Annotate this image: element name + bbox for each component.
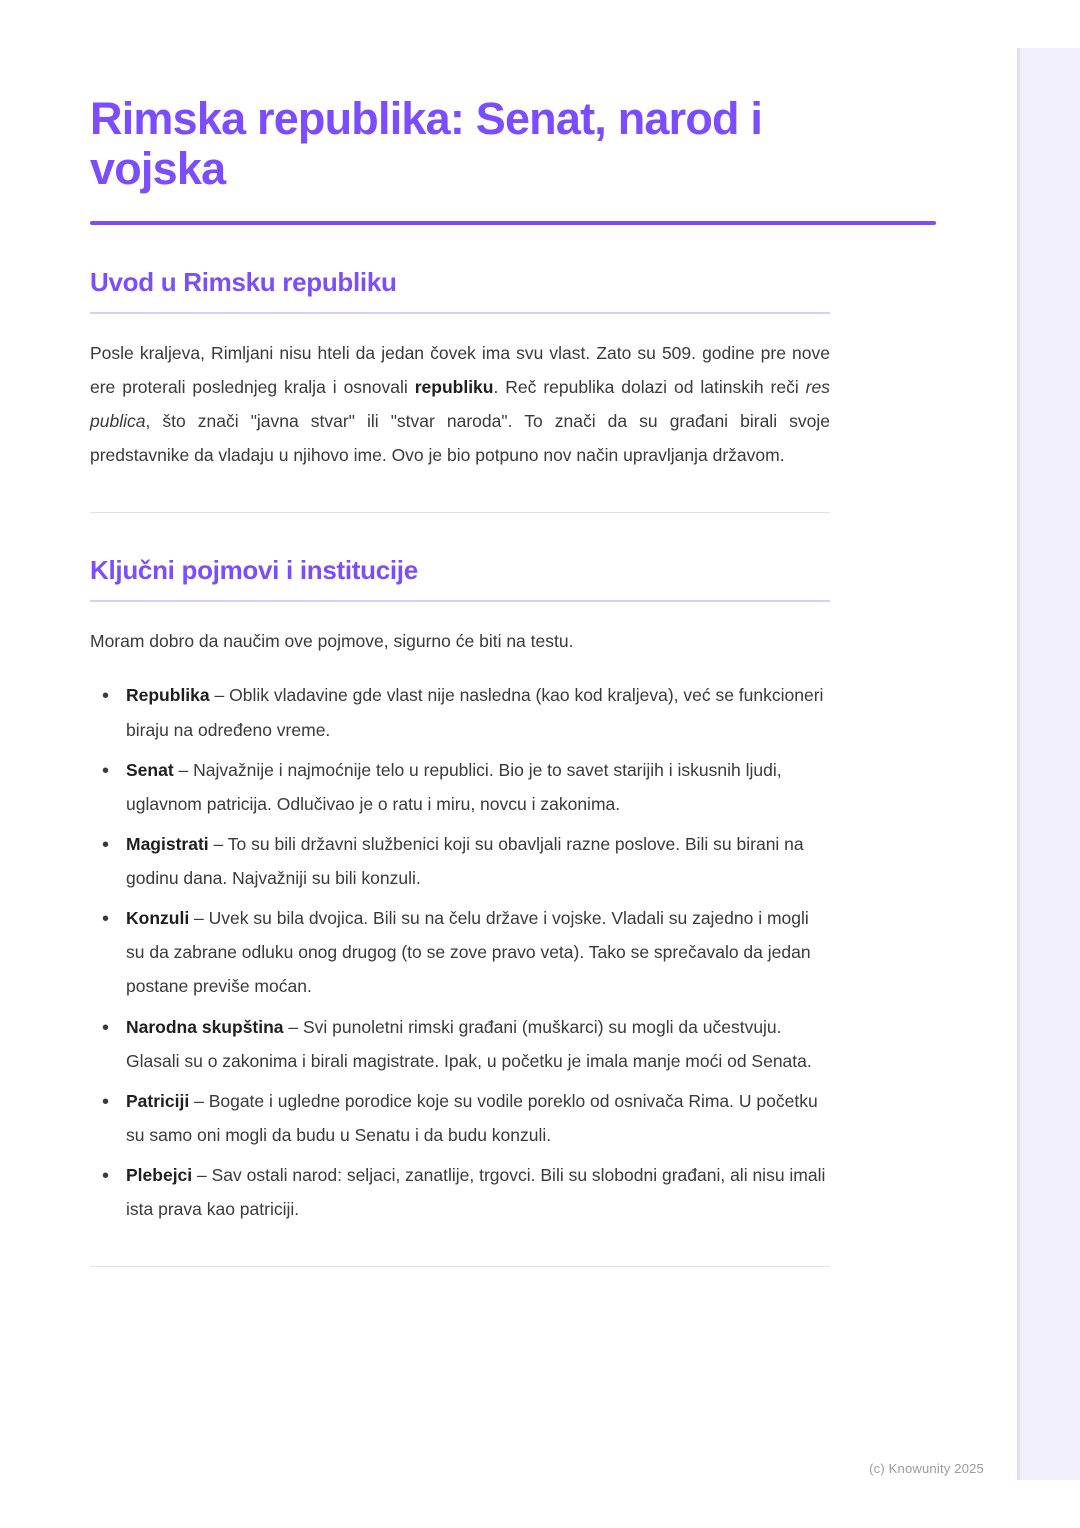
- term-definition: – Svi punoletni rimski građani (muškarci) su mogli da učestvuju. Glasali su o zakonima i birali magistrate. Ipak, u početku je imala manje moći od Senata.: [126, 1016, 812, 1071]
- term-label: Patriciji: [126, 1090, 190, 1111]
- section-divider-terms: [90, 600, 830, 602]
- intro-italic-res-publica: res publica: [90, 376, 830, 432]
- term-definition: – To su bili državni službenici koji su obavljali razne poslove. Bili su birani na godinu dana. Najvažniji su bili konzuli.: [126, 833, 804, 889]
- content-divider-2: [90, 1266, 830, 1267]
- list-item: [90, 1084, 830, 1152]
- list-item: [90, 1158, 830, 1226]
- intro-bold-republika: republiku: [414, 376, 494, 397]
- terms-list: [90, 678, 830, 1226]
- section-heading-intro: Uvod u Rimsku republiku: [90, 266, 397, 297]
- term-label: Plebejci: [126, 1165, 193, 1186]
- terms-intro-paragraph: Moram dobro da naučim ove pojmove, sigurno će biti na testu.: [90, 631, 574, 652]
- section-heading-terms: Ključni pojmovi i institucije: [90, 555, 418, 586]
- intro-text-part-2: . Reč republika dolazi od latinskih reči: [493, 376, 806, 397]
- term-definition: – Bogate i ugledne porodice koje su vodile poreklo od osnivača Rima. U početku su samo oni mogli da budu u Senatu i da budu konzuli.: [126, 1090, 818, 1145]
- intro-text-part-1: Posle kraljeva, Rimljani nisu hteli da jedan čovek ima svu vlast. Zato su 509. godine pre nove ere proterali poslednjeg kralja i osnovali: [90, 342, 830, 397]
- term-label: Magistrati: [126, 833, 209, 854]
- term-definition: – Oblik vladavine gde vlast nije nasledna (kao kod kraljeva), već se funkcioneri biraju na određeno vreme.: [126, 685, 824, 740]
- term-definition: – Sav ostali narod: seljaci, zanatlije, trgovci. Bili su slobodni građani, ali nisu imali ista prava kao patriciji.: [126, 1165, 826, 1220]
- page-title: Rimska republika: Senat, narod i vojska: [90, 93, 763, 195]
- section-divider-intro: [90, 312, 830, 314]
- list-item: [90, 1010, 830, 1078]
- term-definition: – Najvažnije i najmoćnije telo u republici. Bio je to savet starijih i iskusnih ljudi, uglavnom patricija. Odlučivao je o ratu i miru, novcu i zakonima.: [126, 759, 782, 814]
- intro-text-part-3: , što znači "javna stvar" ili "stvar naroda". To znači da su građani birali svoje predstavnike da vladaju u njihovo ime. Ovo je bio potpuno nov način upravljanja državom.: [90, 411, 830, 466]
- list-item: [90, 901, 830, 1003]
- copyright-footer: (c) Knowunity 2025: [869, 1461, 984, 1476]
- term-label: Konzuli: [126, 908, 190, 929]
- term-label: Narodna skupština: [126, 1016, 284, 1037]
- term-label: Republika: [126, 685, 210, 706]
- list-item: [90, 678, 830, 746]
- title-divider: [90, 221, 936, 225]
- intro-paragraph: [90, 336, 830, 473]
- list-item: [90, 827, 830, 895]
- term-label: Senat: [126, 759, 174, 780]
- term-definition: – Uvek su bila dvojica. Bili su na čelu države i vojske. Vladali su zajedno i mogli su da zabrane odluku onog drugog (to se zove pravo veta). Tako se sprečavalo da jedan postane previše moćan.: [126, 908, 811, 997]
- list-item: [90, 753, 830, 821]
- content-divider-1: [90, 512, 830, 513]
